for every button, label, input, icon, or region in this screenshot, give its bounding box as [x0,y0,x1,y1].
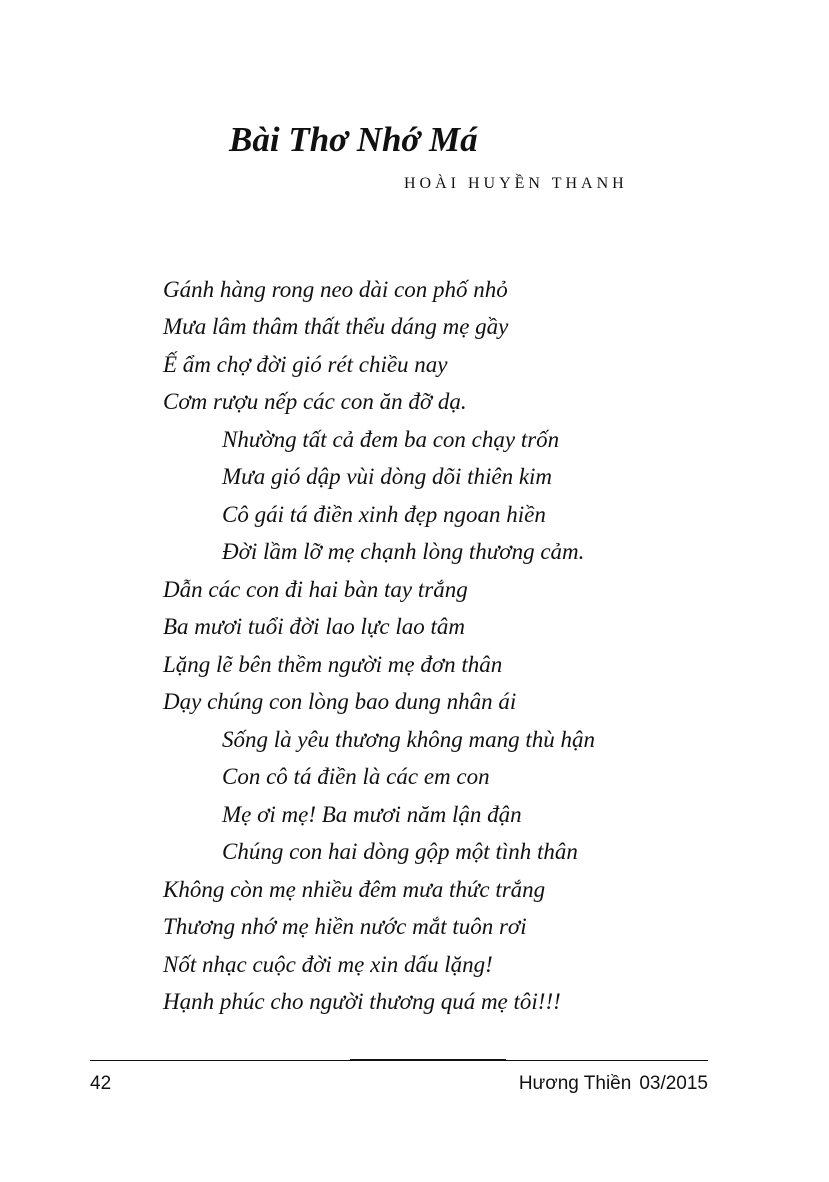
poem-line-indented: Mẹ ơi mẹ! Ba mươi năm lận đận [222,802,522,827]
issue-date: 03/2015 [639,1073,708,1094]
poem-line: Ba mươi tuổi đời lao lực lao tâm [163,614,465,639]
poem-line: Cơm rượu nếp các con ăn đỡ dạ. [163,389,467,414]
poem-line: Mưa lâm thâm thất thểu dáng mẹ gầy [163,314,509,339]
poem-line: Thương nhớ mẹ hiền nước mắt tuôn rơi [163,914,527,939]
poem-line: Không còn mẹ nhiều đêm mưa thức trắng [163,877,546,902]
poem-line-indented: Cô gái tá điền xinh đẹp ngoan hiền [222,502,546,527]
poem-line: Dẫn các con đi hai bàn tay trắng [163,577,468,602]
poem-line: Nốt nhạc cuộc đời mẹ xin dấu lặng! [163,952,493,977]
poem-line: Lặng lẽ bên thềm người mẹ đơn thân [163,652,503,677]
footer-rule-accent [350,1059,506,1061]
poem-line-indented: Con cô tá điền là các em con [222,764,490,789]
poem-title: Bài Thơ Nhớ Má [229,120,478,159]
poem-line-indented: Đời lầm lỡ mẹ chạnh lòng thương cảm. [222,539,585,564]
poem-line-indented: Chúng con hai dòng gộp một tình thân [222,839,578,864]
poem-line-indented: Sống là yêu thương không mang thù hận [222,727,595,752]
publication-name: Hương Thiền [518,1073,632,1094]
page-number: 42 [90,1073,112,1094]
poem-line-indented: Mưa gió dập vùi dòng dõi thiên kim [222,464,553,489]
poem-line: Hạnh phúc cho người thương quá mẹ tôi!!! [163,989,561,1014]
poem-line: Dạy chúng con lòng bao dung nhân ái [163,689,517,714]
poem-line: Ế ẩm chợ đời gió rét chiều nay [163,352,448,377]
poem-author: HOÀI HUYỀN THANH [404,175,628,192]
footer-publication [519,1072,708,1096]
poem-line: Gánh hàng rong neo dài con phố nhỏ [163,277,508,302]
poem-line-indented: Nhường tất cả đem ba con chạy trốn [222,427,560,452]
